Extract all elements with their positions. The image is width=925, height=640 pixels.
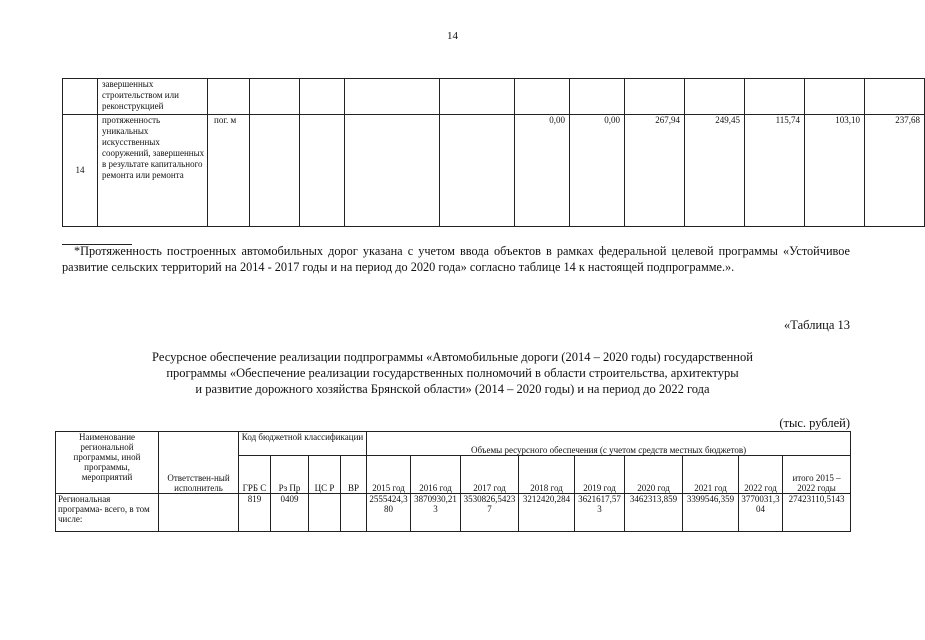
- year-header: 2019 год: [575, 456, 625, 494]
- rzpr-header: Рз Пр: [271, 456, 309, 494]
- value-cell: 0,00: [570, 115, 625, 227]
- table-row: [63, 115, 925, 227]
- grbs-header: ГРБ С: [239, 456, 271, 494]
- grbs-cell: 819: [239, 494, 271, 532]
- title-line: Ресурсное обеспечение реализации подпрограммы «Автомобильные дороги (2014 – 2020 годы) государственной: [152, 350, 753, 364]
- table-label: «Таблица 13: [784, 318, 850, 332]
- responsible-header: Ответствен-ный исполнитель: [159, 432, 239, 494]
- year-header: 2018 год: [519, 456, 575, 494]
- value-cell: 115,74: [745, 115, 805, 227]
- value-cell: 249,45: [685, 115, 745, 227]
- year-header: 2020 год: [625, 456, 683, 494]
- footnote: [62, 243, 850, 275]
- value-cell: 2555424,380: [367, 494, 411, 532]
- year-header: 2021 год: [683, 456, 739, 494]
- indicator-cell: завершенных строительством или реконструкцией: [98, 79, 208, 115]
- title-line: программы «Обеспечение реализации государственных полномочий в области строительства, архитектуры: [166, 366, 739, 380]
- value-cell: 3530826,54237: [461, 494, 519, 532]
- value-cell: 3870930,213: [411, 494, 461, 532]
- total-value-cell: 27423110,5143: [783, 494, 851, 532]
- value-cell: 3621617,573: [575, 494, 625, 532]
- header-row: [56, 432, 851, 456]
- value-cell: 237,68: [865, 115, 925, 227]
- value-cell: 3462313,859: [625, 494, 683, 532]
- value-cell: 3212420,284: [519, 494, 575, 532]
- vr-cell: [341, 494, 367, 532]
- indicators-table: [62, 78, 925, 227]
- unit-cell: пог. м: [208, 115, 250, 227]
- rzpr-cell: 0409: [271, 494, 309, 532]
- csr-cell: [309, 494, 341, 532]
- program-name-cell: Региональная программа- всего, в том числе:: [56, 494, 159, 532]
- csr-header: ЦС Р: [309, 456, 341, 494]
- year-header: 2015 год: [367, 456, 411, 494]
- value-cell: 3770031,304: [739, 494, 783, 532]
- table-row: [56, 494, 851, 532]
- value-cell: 267,94: [625, 115, 685, 227]
- table-title: [0, 349, 905, 397]
- value-cell: 3399546,359: [683, 494, 739, 532]
- table-row: [63, 79, 925, 115]
- indicator-cell: протяженность уникальных искусственных сооружений, завершенных в результате капитального ремонта или ремонта: [98, 115, 208, 227]
- resource-table: [55, 431, 851, 532]
- year-header: 2017 год: [461, 456, 519, 494]
- row-number: 14: [63, 115, 98, 227]
- value-cell: 103,10: [805, 115, 865, 227]
- year-header: 2022 год: [739, 456, 783, 494]
- value-cell: 0,00: [515, 115, 570, 227]
- page-number: 14: [447, 30, 458, 42]
- title-line: и развитие дорожного хозяйства Брянской области» (2014 – 2020 годы) и на период до 2022 года: [195, 382, 710, 396]
- name-header: Наименование региональной программы, иной программы, мероприятий: [56, 432, 159, 494]
- responsible-cell: [159, 494, 239, 532]
- footnote-text: *Протяженность построенных автомобильных дорог указана с учетом ввода объектов в рамках федеральной целевой программы «Устойчивое развитие сельских территорий на 2014 - 2017 годы и на период до 2020 года» согласно таблице 14 к настоящей подпрограмме.».: [62, 244, 850, 274]
- vr-header: ВР: [341, 456, 367, 494]
- year-header: 2016 год: [411, 456, 461, 494]
- budget-code-header: Код бюджетной классификации: [239, 432, 367, 456]
- volumes-header: Объемы ресурсного обеспечения (с учетом средств местных бюджетов): [367, 432, 851, 456]
- total-header: итого 2015 – 2022 годы: [783, 456, 851, 494]
- units-label: (тыс. рублей): [779, 416, 850, 430]
